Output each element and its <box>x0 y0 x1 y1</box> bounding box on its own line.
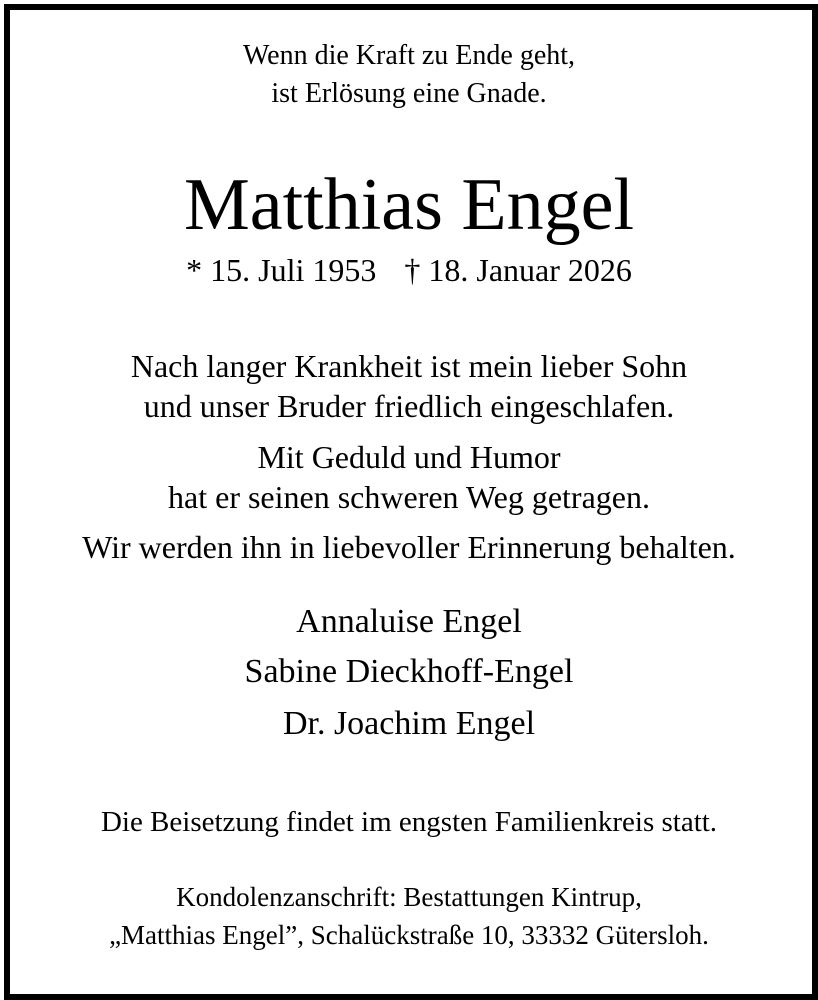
life-dates <box>0 254 818 286</box>
signer-3: Dr. Joachim Engel <box>282 705 536 742</box>
condolence-line-1: Kondolenzanschrift: Bestattungen Kintrup, <box>176 882 642 912</box>
message-line-4: hat er seinen schweren Weg getragen. <box>168 479 650 515</box>
death-date: † 18. Januar 2026 <box>404 252 632 288</box>
signer-2: Sabine Dieckhoff-Engel <box>244 653 574 690</box>
motto-line-1: Wenn die Kraft zu Ende geht, <box>242 40 576 71</box>
burial-note: Die Beisetzung findet im engsten Familienkreis statt. <box>100 806 718 838</box>
deceased-name: Matthias Engel <box>183 164 635 246</box>
signer-1: Annaluise Engel <box>296 603 522 640</box>
birth-date: * 15. Juli 1953 <box>186 252 377 288</box>
message-line-2: und unser Bruder friedlich eingeschlafen. <box>143 388 675 424</box>
condolence-line-2: „Matthias Engel”, Schalückstraße 10, 33332 Gütersloh. <box>109 920 709 950</box>
message-line-5: Wir werden ihn in liebevoller Erinnerung behalten. <box>82 529 736 565</box>
message-line-1: Nach langer Krankheit ist mein lieber Sohn <box>130 348 688 384</box>
motto-line-2: ist Erlösung eine Gnade. <box>271 78 547 109</box>
message-line-3: Mit Geduld und Humor <box>257 439 561 475</box>
